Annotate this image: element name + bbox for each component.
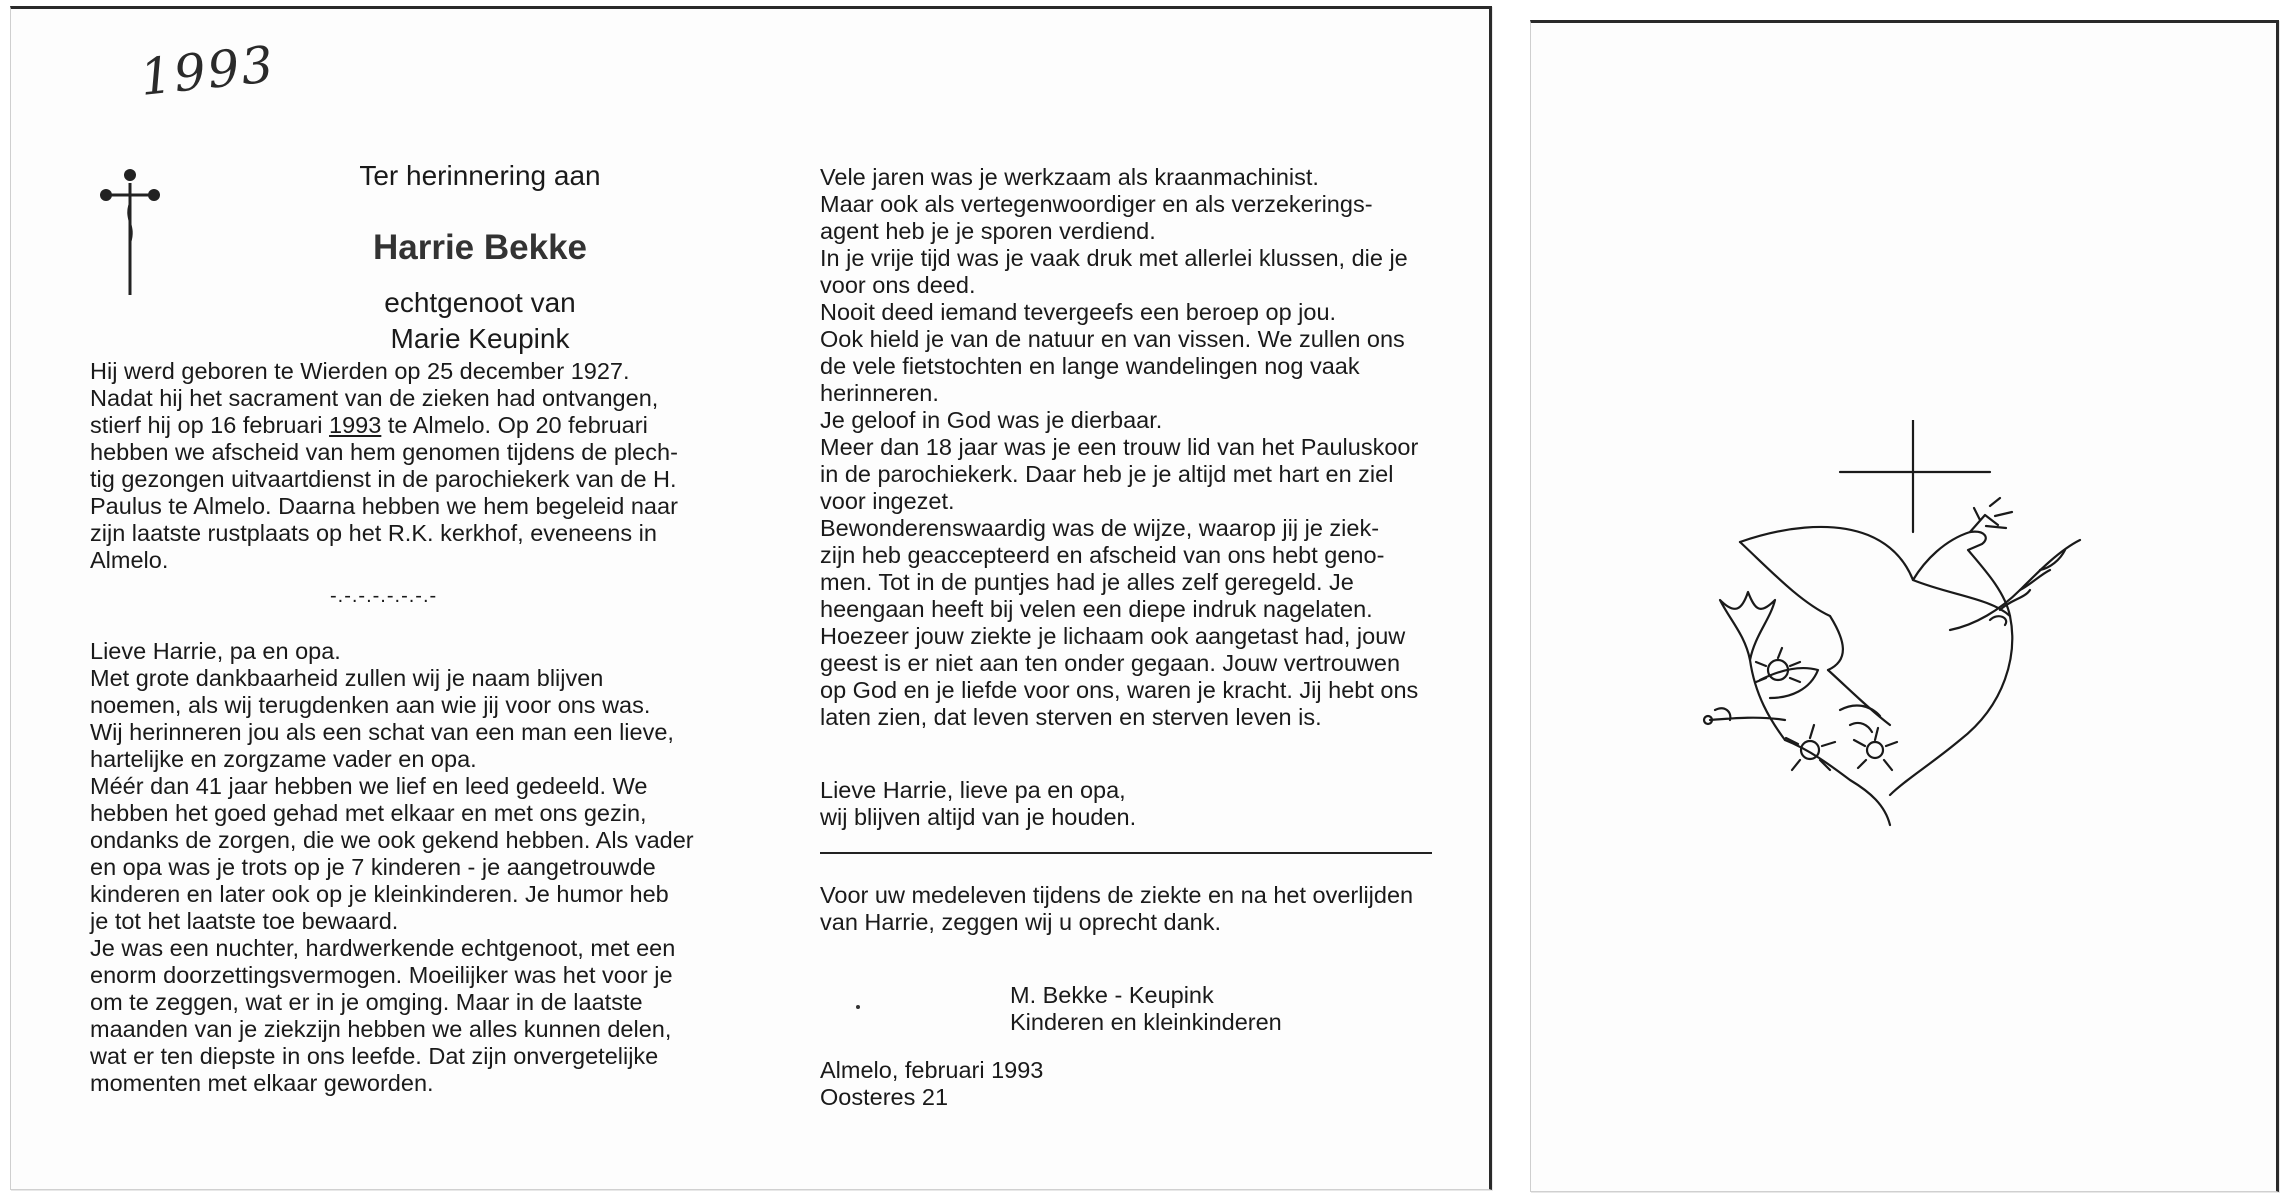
text-line: hartelijke en zorgzame vader en opa. [90, 746, 477, 772]
text-line [90, 412, 678, 439]
text-line: Je was een nuchter, hardwerkende echtgenoot, met een [90, 935, 676, 961]
dove-with-cross-icon [1700, 420, 2120, 840]
text-line: wij blijven altijd van je houden. [820, 804, 1137, 830]
text-line: geest is er niet aan ten onder gegaan. Jouw vertrouwen [820, 650, 1401, 676]
text-line: men. Tot in de puntjes had je alles zelf geregeld. Je [820, 569, 1354, 595]
text-line: hebben we afscheid van hem genomen tijdens de plech- [90, 439, 678, 465]
text-line: om te zeggen, wat er in je omging. Maar in de laatste [90, 989, 643, 1015]
text-line: ondanks de zorgen, die we ook gekend hebben. Als vader [90, 827, 694, 853]
text-segment: stierf hij op 16 februari [90, 412, 330, 438]
stray-mark [856, 1005, 860, 1009]
tribute-left-column [90, 638, 694, 1097]
text-line: in de parochiekerk. Daar heb je je altijd met hart en ziel [820, 461, 1394, 487]
text-line: Hoezeer jouw ziekte je lichaam ook aangetast had, jouw [820, 623, 1406, 649]
text-line: tig gezongen uitvaartdienst in de parochiekerk van de H. [90, 466, 677, 492]
text-line: je tot het laatste toe bewaard. [90, 908, 399, 934]
text-line: Maar ook als vertegenwoordiger en als verzekerings- [820, 191, 1373, 217]
text-line: Lieve Harrie, pa en opa. [90, 638, 341, 664]
section-divider: -.-.-.-.-.-.-.- [330, 585, 438, 607]
text-line: Nadat hij het sacrament van de zieken had ontvangen, [90, 385, 659, 411]
text-line: Kinderen en kleinkinderen [1010, 1009, 1282, 1035]
text-line: hebben het goed gehad met elkaar en met ons gezin, [90, 800, 647, 826]
text-line: op God en je liefde voor ons, waren je kracht. Jij hebt ons [820, 677, 1419, 703]
text-line: Je geloof in God was je dierbaar. [820, 407, 1163, 433]
place-and-date [820, 1057, 1043, 1111]
text-line: Voor uw medeleven tijdens de ziekte en na het overlijden [820, 882, 1414, 908]
spouse-label: echtgenoot van [384, 287, 576, 318]
text-line: agent heb je je sporen verdiend. [820, 218, 1156, 244]
text-line: herinneren. [820, 380, 939, 406]
text-segment: te Almelo. Op 20 februari [381, 412, 648, 438]
text-line: Méér dan 41 jaar hebben we lief en leed gedeeld. We [90, 773, 648, 799]
text-line: Ook hield je van de natuur en van vissen. We zullen ons [820, 326, 1405, 352]
text-line: Paulus te Almelo. Daarna hebben we hem begeleid naar [90, 493, 678, 519]
text-line: zijn laatste rustplaats op het R.K. kerkhof, eveneens in [90, 520, 657, 546]
text-line: Bewonderenswaardig was de wijze, waarop jij je ziek- [820, 515, 1380, 541]
text-line: Lieve Harrie, lieve pa en opa, [820, 777, 1126, 803]
text-line: M. Bekke - Keupink [1010, 982, 1214, 1008]
text-line: Met grote dankbaarheid zullen wij je naam blijven [90, 665, 604, 691]
text-line: voor ons deed. [820, 272, 976, 298]
underlined-year: 1993 [329, 412, 382, 438]
text-line: enorm doorzettingsvermogen. Moeilijker was het voor je [90, 962, 673, 988]
text-line: noemen, als wij terugdenken aan wie jij voor ons was. [90, 692, 651, 718]
text-line: zijn heb geaccepteerd en afscheid van ons hebt geno- [820, 542, 1385, 568]
text-line: In je vrije tijd was je vaak druk met allerlei klussen, die je [820, 245, 1408, 271]
text-line: voor ingezet. [820, 488, 955, 514]
deceased-name: Harrie Bekke [372, 228, 588, 267]
spouse-name: Marie Keupink [390, 323, 570, 354]
text-line: laten zien, dat leven sterven en sterven leven is. [820, 704, 1322, 730]
tribute-right-column [820, 164, 1418, 731]
text-line: Nooit deed iemand tevergeefs een beroep op jou. [820, 299, 1337, 325]
text-line: en opa was je trots op je 7 kinderen - je aangetrouwde [90, 854, 656, 880]
intro-text: Ter herinnering aan [359, 160, 601, 191]
cross-icon [100, 165, 160, 300]
text-line: heengaan heeft bij velen een diepe indruk nagelaten. [820, 596, 1373, 622]
horizontal-rule [820, 852, 1432, 854]
text-line: Wij herinneren jou als een schat van een man een lieve, [90, 719, 674, 745]
text-line: kinderen en later ook op je kleinkinderen. Je humor heb [90, 881, 669, 907]
text-line: Oosteres 21 [820, 1084, 949, 1110]
text-line: maanden van je ziekzijn hebben we alles kunnen delen, [90, 1016, 672, 1042]
text-line: Meer dan 18 jaar was je een trouw lid van het Pauluskoor [820, 434, 1419, 460]
thanks-note [820, 882, 1413, 936]
text-line: wat er ten diepste in ons leefde. Dat zijn onvergetelijke [90, 1043, 659, 1069]
text-line: Vele jaren was je werkzaam als kraanmachinist. [820, 164, 1319, 190]
biography-paragraph [90, 358, 678, 574]
handwritten-year: 1993 [137, 35, 278, 107]
text-line: Almelo. [90, 547, 169, 573]
family-signatures [1010, 982, 1282, 1036]
text-line: momenten met elkaar geworden. [90, 1070, 434, 1096]
text-line: van Harrie, zeggen wij u oprecht dank. [820, 909, 1222, 935]
text-line: Hij werd geboren te Wierden op 25 december 1927. [90, 358, 630, 384]
text-line: Almelo, februari 1993 [820, 1057, 1044, 1083]
text-line: de vele fietstochten en lange wandelingen nog vaak [820, 353, 1360, 379]
closing-words [820, 777, 1136, 831]
